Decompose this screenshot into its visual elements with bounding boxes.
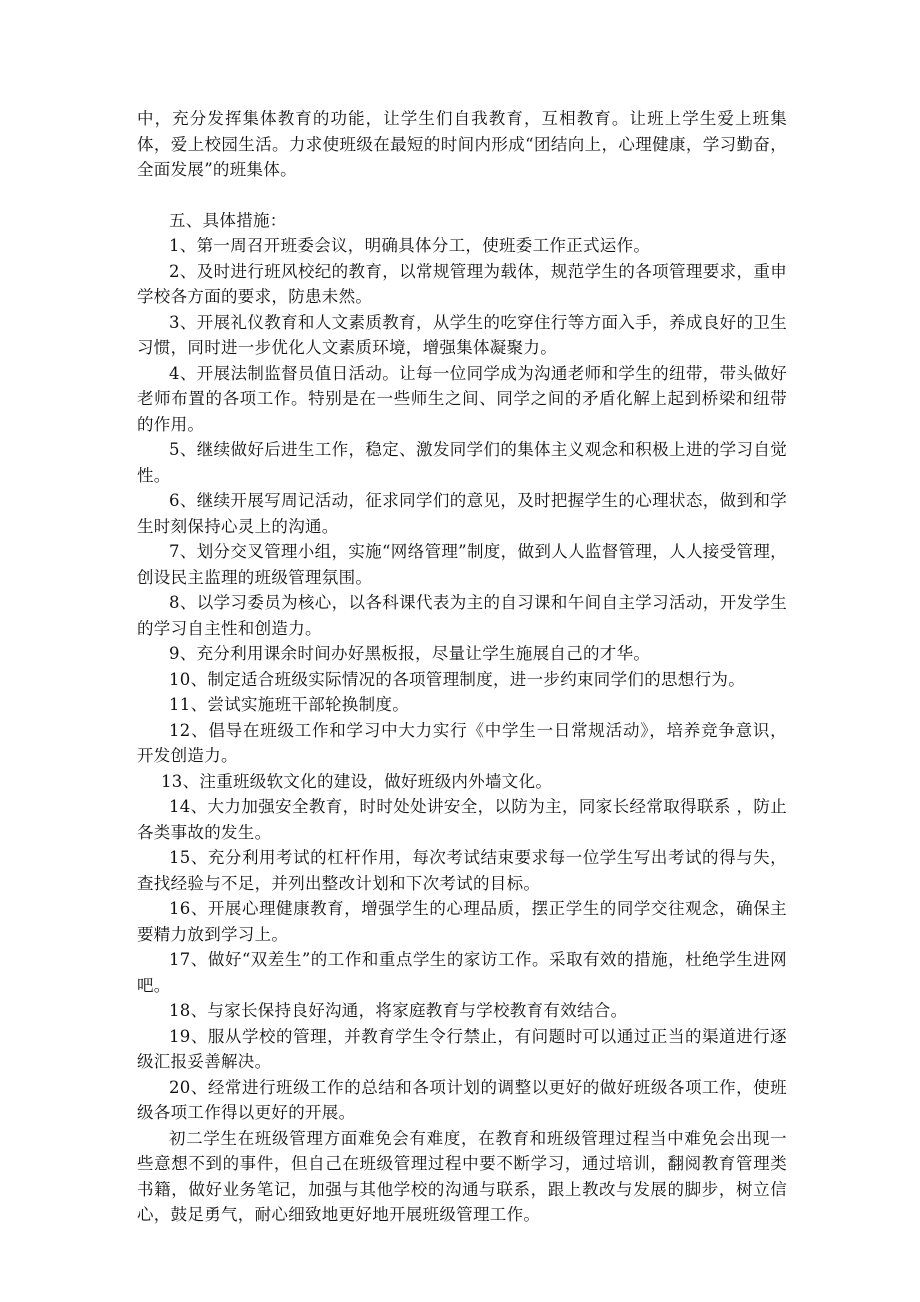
intro-paragraph: 中，充分发挥集体教育的功能，让学生们自我教育，互相教育。让班上学生爱上班集体，爱上校园生活。力求使班级在最短的时间内形成“团结向上，心理健康，学习勤奋，全面发展”的班集体。 [137,109,787,179]
measure-item-4: 4、开展法制监督员值日活动。让每一位同学成为沟通老师和学生的纽带，带头做好老师布置的各项工作。特别是在一些师生之间、同学之间的矛盾化解上起到桥梁和纽带的作用。 [137,363,787,434]
measure-item-10: 10、制定适合班级实际情况的各项管理制度，进一步约束同学们的思想行为。 [169,669,745,689]
measure-item-18: 18、与家长保持良好沟通，将家庭教育与学校教育有效结合。 [169,1001,628,1020]
measure-item-19: 19、服从学校的管理，并教育学生令行禁止，有问题时可以通过正当的渠道进行逐级汇报妥善解决。 [137,1026,787,1071]
measure-item-20: 20、经常进行班级工作的总结和各项计划的调整以更好的做好班级各项工作，使班级各项工作得以更好的开展。 [137,1077,787,1122]
closing-paragraph: 初二学生在班级管理方面难免会有难度，在教育和班级管理过程当中难免会出现一些意想不到的事件，但自己在班级管理过程中要不断学习，通过培训，翻阅教育管理类书籍，做好业务笔记，加强与其他学校的沟通与联系，跟上教改与发展的脚步，树立信心，鼓足勇气，耐心细致地更好地开展班级管理工作。 [137,1128,787,1224]
measure-item-15: 15、充分利用考试的杠杆作用，每次考试结束要求每一位学生写出考试的得与失，查找经验与不足，并列出整改计划和下次考试的目标。 [137,848,787,893]
section-heading: 五、具体措施： [169,210,287,230]
measure-item-11: 11、尝试实施班干部轮换制度。 [169,695,409,714]
measure-item-7: 7、划分交叉管理小组，实施“网络管理”制度，做到人人监督管理，人人接受管理，创设民主监理的班级管理氛围。 [137,542,787,587]
measure-item-6: 6、继续开展写周记活动，征求同学们的意见，及时把握学生的心理状态，做到和学生时刻保持心灵上的沟通。 [137,491,787,536]
measure-item-16: 16、开展心理健康教育，增强学生的心理品质，摆正学生的同学交往观念，确保主要精力放到学习上。 [137,899,787,944]
measure-item-14: 14、大力加强安全教育，时时处处讲安全，以防为主，同家长经常取得联系 ，防止各类事故的发生。 [137,797,787,842]
measure-item-17: 17、做好“双差生”的工作和重点学生的家访工作。采取有效的措施，杜绝学生进网吧。 [137,950,787,995]
measure-item-5: 5、继续做好后进生工作，稳定、激发同学们的集体主义观念和积极上进的学习自觉性。 [137,440,787,485]
measure-item-13: 13、注重班级软文化的建设，做好班级内外墙文化。 [161,771,553,791]
document-page [137,106,787,1228]
measure-item-3: 3、开展礼仪教育和人文素质教育，从学生的吃穿住行等方面入手，养成良好的卫生习惯，同时进一步优化人文素质环境，增强集体凝聚力。 [137,312,787,357]
measure-item-1: 1、第一周召开班委会议，明确具体分工，使班委工作正式运作。 [169,236,651,255]
measure-item-8: 8、以学习委员为核心，以各科课代表为主的自习课和午间自主学习活动，开发学生的学习自主性和创造力。 [137,593,787,638]
measure-item-12: 12、倡导在班级工作和学习中大力实行《中学生一日常规活动》，培养竞争意识，开发创造力。 [137,720,787,765]
measure-item-2: 2、及时进行班风校纪的教育，以常规管理为载体，规范学生的各项管理要求，重申学校各方面的要求，防患未然。 [137,261,787,306]
measure-item-9: 9、充分利用课余时间办好黑板报，尽量让学生施展自己的才华。 [169,644,651,663]
